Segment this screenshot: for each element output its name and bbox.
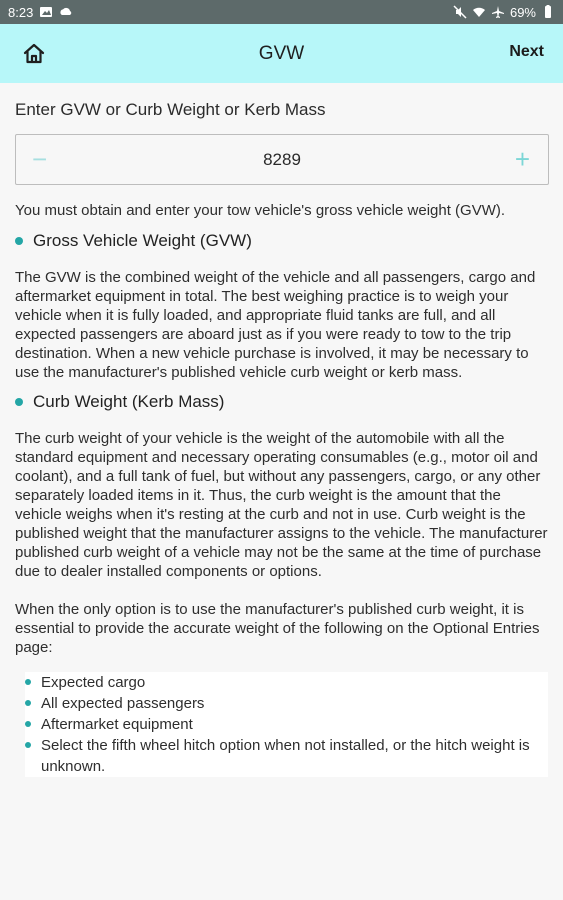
list-item — [25, 672, 548, 693]
gvw-heading-text: Gross Vehicle Weight (GVW) — [33, 231, 252, 250]
home-icon — [22, 42, 46, 66]
list-item — [25, 693, 548, 714]
battery-icon — [541, 5, 555, 19]
list-item-text: Select the fifth wheel hitch option when not installed, or the hitch weight is unknown. — [41, 737, 530, 775]
battery-percentage: 69% — [509, 4, 536, 20]
gvw-description: The GVW is the combined weight of the vehicle and all passengers, cargo and aftermarket equipment in total. The best weighing practice is to weigh your vehicle when it is fully loaded, and appropriate fluid tanks are full, and all expected passengers are aboard just as if you were ready to tow to the trip destination. When a new vehicle purchase is involved, it may be necessary to use the manufacturer's published vehicle curb weight or kerb mass. — [15, 269, 536, 381]
next-button[interactable]: Next — [509, 43, 544, 60]
status-bar — [0, 0, 563, 24]
airplane-mode-icon — [491, 5, 505, 19]
list-item-text: Expected cargo — [41, 674, 146, 691]
list-item — [25, 735, 548, 777]
gvw-input-label: Enter GVW or Curb Weight or Kerb Mass — [15, 100, 326, 119]
optional-entries-text: When the only option is to use the manufacturer's published curb weight, it is essential to provide the accurate weight of the following on the Optional Entries page: — [15, 601, 540, 656]
intro-text: You must obtain and enter your tow vehicle's gross vehicle weight (GVW). — [15, 202, 506, 219]
app-bar — [0, 24, 563, 83]
optional-entries-list — [15, 672, 548, 777]
curb-weight-heading — [15, 392, 548, 412]
decrement-button[interactable]: − — [32, 144, 48, 174]
gvw-heading — [15, 231, 548, 251]
curb-weight-heading-text: Curb Weight (Kerb Mass) — [33, 392, 225, 411]
home-button[interactable] — [20, 40, 48, 68]
bullet-dot-icon — [25, 742, 31, 748]
list-item — [25, 714, 548, 735]
main-content — [15, 100, 548, 777]
gvw-stepper — [15, 134, 549, 185]
bullet-dot-icon — [25, 721, 31, 727]
wifi-icon — [472, 5, 486, 19]
bullet-dot-icon — [25, 679, 31, 685]
increment-button[interactable]: + — [514, 144, 530, 174]
image-notification-icon — [39, 5, 53, 19]
list-item-text: All expected passengers — [41, 695, 205, 712]
bullet-dot-icon — [25, 700, 31, 706]
bullet-dot-icon — [15, 398, 23, 406]
curb-weight-description: The curb weight of your vehicle is the weight of the automobile with all the standard equipment and necessary operating consumables (e.g., motor oil and coolant), and a full tank of fuel, but without any passengers, cargo, or any other separately loaded items in it. Thus, the curb weight is the amount that the vehicle weighs when it's resting at the curb and not in use. Curb weight is the published weight that the manufacturer assigns to the vehicle. The manufacturer published curb weight of a vehicle may not be the same at the time of purchase due to dealer installed components or options. — [15, 430, 548, 580]
bullet-dot-icon — [15, 237, 23, 245]
status-time: 8:23 — [8, 4, 34, 20]
list-item-text: Aftermarket equipment — [41, 716, 193, 733]
mute-icon — [453, 5, 467, 19]
page-title: GVW — [258, 42, 305, 64]
cloud-notification-icon — [59, 5, 73, 19]
gvw-value-field[interactable]: 8289 — [263, 149, 301, 169]
